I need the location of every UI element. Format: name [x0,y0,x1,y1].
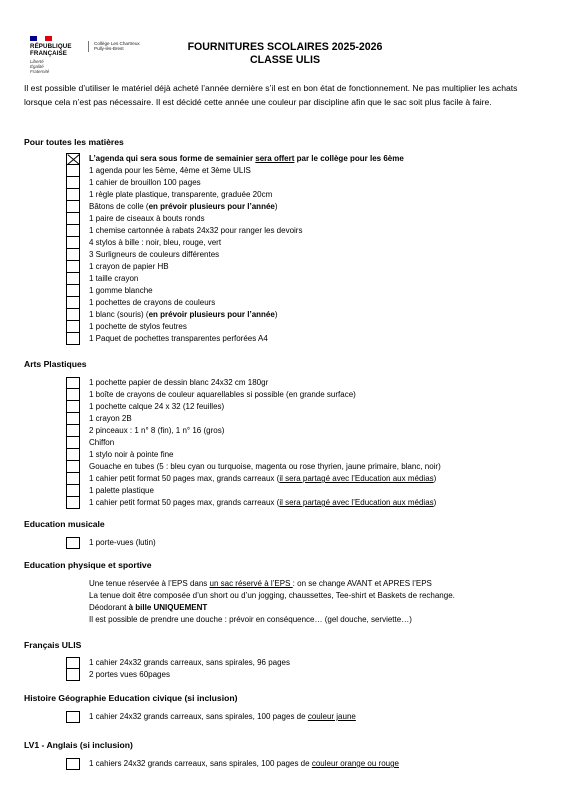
flag-blue [30,36,37,41]
checkbox-icon[interactable] [66,225,80,237]
checkbox-icon[interactable] [66,497,80,509]
republique-francaise-logo [30,36,72,74]
eps-line: Une tenue réservée à l’EPS dans un sac réservé à l’EPS : on se change AVANT et APRES l’EPS [89,579,432,588]
checkbox-icon[interactable] [66,473,80,485]
checkbox-icon[interactable] [66,165,80,177]
checkbox-icon[interactable] [66,401,80,413]
list-item-label: 1 cahier petit format 50 pages max, grands carreaux (il sera partagé avec l’Education aux médias) [89,474,437,483]
list-item-label: 1 taille crayon [89,274,139,283]
checkbox-icon[interactable] [66,177,80,189]
section-title-musique: Education musicale [24,519,105,529]
list-item-label: 1 pochettes de crayons de couleurs [89,298,216,307]
section-title-lv1: LV1 - Anglais (si inclusion) [24,740,133,750]
list-item-label: 1 pochette calque 24 x 32 (12 feuilles) [89,402,225,411]
list-item-label: 1 crayon 2B [89,414,132,423]
checkbox-icon[interactable] [66,758,80,770]
list-item-label: 3 Surligneurs de couleurs différentes [89,250,220,259]
section-title-toutes: Pour toutes les matières [24,137,124,147]
devise-liberte: Liberté [30,59,44,65]
checkbox-icon[interactable] [66,297,80,309]
list-item-label: 1 cahier de brouillon 100 pages [89,178,201,187]
list-item-label: 2 portes vues 60pages [89,670,170,679]
checkbox-icon[interactable] [66,201,80,213]
list-item-label: 1 cahiers 24x32 grands carreaux, sans spirales, 100 pages de couleur orange ou rouge [89,759,399,768]
checkbox-icon[interactable] [66,485,80,497]
checkbox-icon[interactable] [66,425,80,437]
list-item-label: 1 règle plate plastique, transparente, graduée 20cm [89,190,273,199]
list-item-label: 1 boîte de crayons de couleur aquarellables si possible (en grande surface) [89,390,356,399]
list-item-label: 1 cahier 24x32 grands carreaux, sans spirales, 100 pages de couleur jaune [89,712,356,721]
list-item-label: Chiffon [89,438,115,447]
checkbox-icon[interactable] [66,285,80,297]
list-item-label: 1 gomme blanche [89,286,153,295]
list-item-label: Bâtons de colle (en prévoir plusieurs pour l’année) [89,202,278,211]
eps-line: Il est possible de prendre une douche : prévoir en conséquence… (gel douche, serviette…) [89,615,412,624]
devise-fraternite: Fraternité [30,69,50,75]
checkbox-icon[interactable] [66,449,80,461]
checkbox-icon[interactable] [66,261,80,273]
list-item-label: 1 stylo noir à pointe fine [89,450,174,459]
eps-line: La tenue doit être composée d’un short ou d’un jogging, chaussettes, Tee-shirt et Baskets de rechange. [89,591,455,600]
checkbox-icon[interactable] [66,189,80,201]
list-item-label: 1 chemise cartonnée à rabats 24x32 pour ranger les devoirs [89,226,303,235]
list-item-label: 1 crayon de papier HB [89,262,169,271]
list-item-label: 1 blanc (souris) (en prévoir plusieurs pour l’année) [89,310,278,319]
checkbox-icon[interactable] [66,377,80,389]
checkbox-icon[interactable] [66,669,80,681]
logo-republique: RÉPUBLIQUE [30,43,72,50]
list-item-label: 2 pinceaux : 1 n° 8 (fin), 1 n° 16 (gros) [89,426,225,435]
list-item-label: 1 agenda pour les 5ème, 4ème et 3ème ULIS [89,166,251,175]
checkbox-icon[interactable] [66,333,80,345]
list-item-label: 4 stylos à bille : noir, bleu, rouge, vert [89,238,222,247]
checkbox-icon[interactable] [66,461,80,473]
list-item-label: 1 Paquet de pochettes transparentes perforées A4 [89,334,268,343]
section-title-francais: Français ULIS [24,640,82,650]
list-item-label: 1 pochette de stylos feutres [89,322,187,331]
checkbox-icon[interactable] [66,273,80,285]
list-item-label: 1 cahier 24x32 grands carreaux, sans spirales, 96 pages [89,658,291,667]
checkbox-icon[interactable] [66,321,80,333]
list-item-label: 1 cahier petit format 50 pages max, grands carreaux (il sera partagé avec l’Education aux médias) [89,498,437,507]
logo-francaise: FRANÇAISE [30,49,67,57]
list-item-label: 1 palette plastique [89,486,154,495]
devise-egalite: Égalité [30,64,44,70]
flag-white [37,36,44,41]
checkbox-icon[interactable] [66,389,80,401]
eps-line: Déodorant à bille UNIQUEMENT [89,603,208,612]
checkbox-icon[interactable] [66,537,80,549]
section-title-eps: Education physique et sportive [24,560,152,570]
checkbox-icon[interactable] [66,249,80,261]
intro-paragraph: Il est possible d’utiliser le matériel déjà acheté l’année dernière s’il est en bon état de fonctionnement. Ne pas multiplier les achats lorsque cela n’est pas nécessaire. Il est décidé cette année une couleur par discipline afin que le sac soit plus facile à faire. [24,83,518,107]
section-title-arts: Arts Plastiques [24,359,87,369]
list-item-label: 1 paire de ciseaux à bouts ronds [89,214,205,223]
checkbox-icon[interactable] [66,237,80,249]
checkbox-icon[interactable] [66,657,80,669]
list-item-label: Gouache en tubes (5 : bleu cyan ou turquoise, magenta ou rose thyrien, jaune primaire, blanc, noir) [89,462,441,471]
checkbox-icon[interactable] [66,213,80,225]
section-title-histoire: Histoire Géographie Education civique (si inclusion) [24,693,238,703]
list-item-label: 1 pochette papier de dessin blanc 24x32 cm 180gr [89,378,269,387]
checkbox-icon[interactable] [66,413,80,425]
school-name-line2: Pully-lès-Brest [94,46,124,52]
list-item-label: L’agenda qui sera sous forme de semainier sera offert par le collège pour les 6ème [89,154,404,163]
page-subtitle: CLASSE ULIS [249,54,321,66]
checked-checkbox-icon[interactable] [66,153,80,165]
checkbox-icon[interactable] [66,711,80,723]
flag-red [45,36,52,41]
school-name [88,41,140,52]
list-item-label: 1 porte-vues (lutin) [89,538,156,547]
flag-icon [30,36,52,41]
school-name-line1: Collège Les Chartreux [94,41,140,46]
checkbox-icon[interactable] [66,309,80,321]
checkbox-icon[interactable] [66,437,80,449]
page-title: FOURNITURES SCOLAIRES 2025-2026 [187,41,383,53]
